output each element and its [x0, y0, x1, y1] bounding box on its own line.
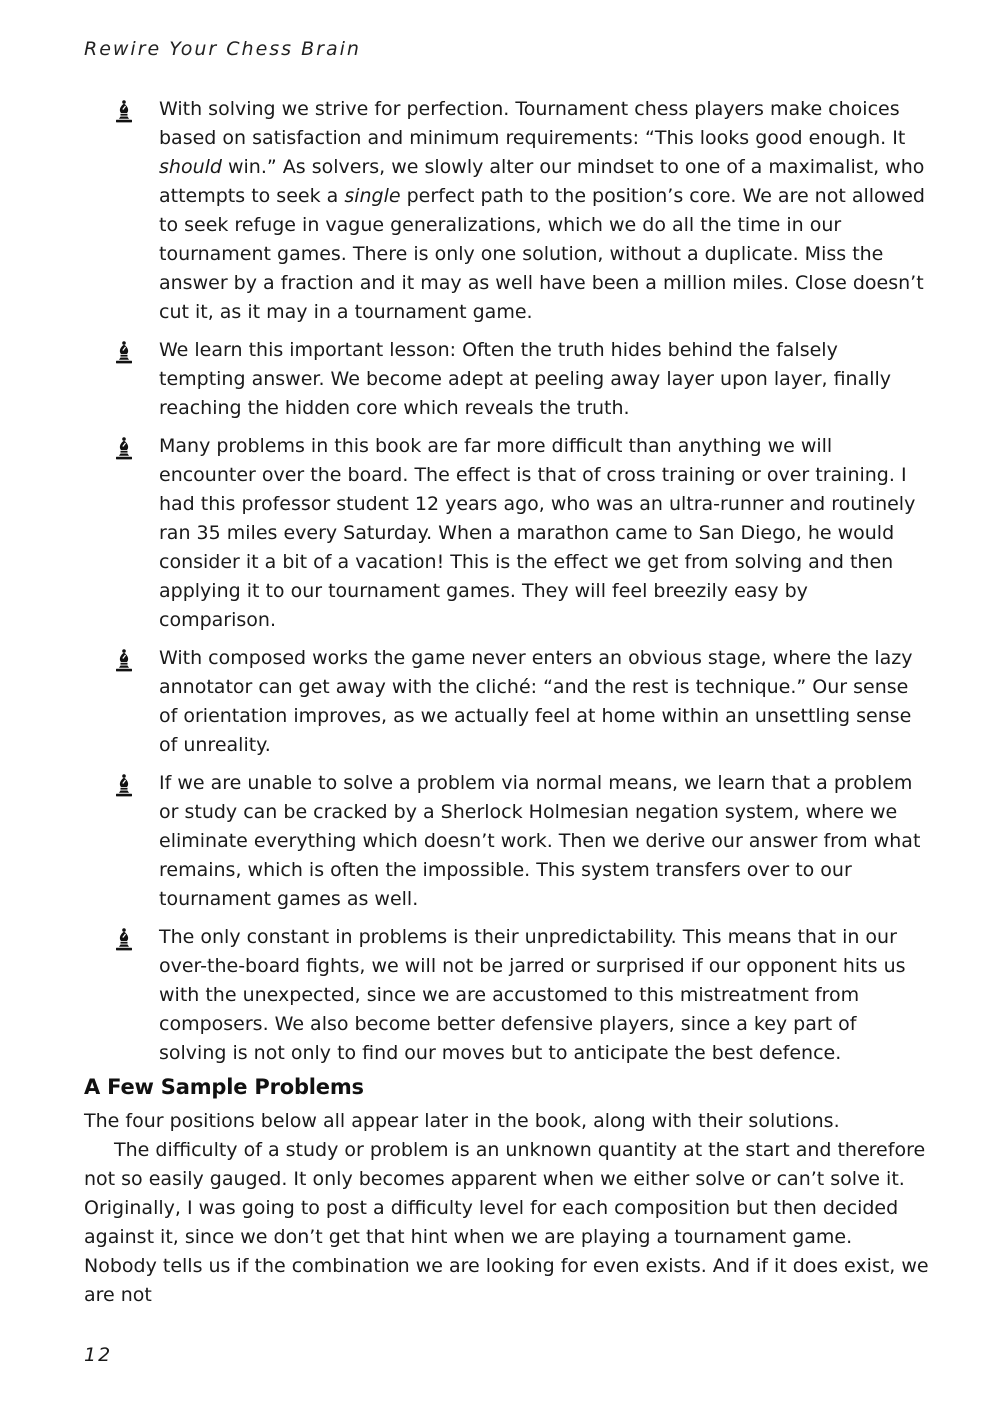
section-heading: A Few Sample Problems	[84, 1075, 364, 1099]
body-paragraph-1: The four positions below all appear later in the book, along with their solutions.	[84, 1110, 840, 1132]
bishop-icon	[113, 927, 135, 951]
bishop-icon	[113, 773, 135, 797]
list-item	[113, 336, 928, 423]
bullet-text: The only constant in problems is their unpredictability. This means that in our over-the-board fights, we will not be jarred or surprised if our opponent hits us with the unexpected, since we are accustomed to this mistreatment from composers. We also become better defensive players, since a key part of solving is not only to find our moves but to anticipate the best defence.	[159, 926, 906, 1064]
bullet-text-1a: With solving we strive for perfection. Tournament chess players make choices based on satisfaction and minimum requirements: “This looks good enough. It	[159, 98, 906, 149]
bullet-text-1b: win.” As solvers, we slowly alter our mindset to one of a maximalist, who attempts to seek a	[159, 156, 925, 207]
bishop-icon	[113, 436, 135, 460]
bullet-text-1c: perfect path to the position’s core. We are not allowed to seek refuge in vague generalizations, which we do all the time in our tournament games. There is only one solution, without a duplicate. Miss the answer by a fraction and it may as well have been a million miles. Close doesn’t cut it, as it may in a tournament game.	[159, 185, 925, 323]
page-number: 12	[84, 1344, 113, 1366]
list-item	[113, 644, 928, 760]
bullet-text: If we are unable to solve a problem via normal means, we learn that a problem or study can be cracked by a Sherlock Holmesian negation system, where we eliminate everything which doesn’t work. Then we derive our answer from what remains, which is often the impossible. This system transfers over to our tournament games as well.	[159, 772, 921, 910]
list-item	[113, 432, 928, 635]
running-head: Rewire Your Chess Brain	[84, 38, 361, 60]
bullet-text: We learn this important lesson: Often the truth hides behind the falsely tempting answer. We become adept at peeling away layer upon layer, finally reaching the hidden core which reveals the truth.	[159, 339, 892, 419]
bullet-text-1-emphasis-should: should	[159, 156, 222, 178]
list-item	[113, 769, 928, 914]
bishop-icon	[113, 648, 135, 672]
body-paragraph-2: The difficulty of a study or problem is an unknown quantity at the start and therefore not so easily gauged. It only becomes apparent when we either solve or can’t solve it. Originally, I was going to post a difficulty level for each composition but then decided against it, since we don’t get that hint when we are playing a tournament game. Nobody tells us if the combination we are looking for even exists. And if it does exist, we are not	[84, 1139, 929, 1306]
bullet-text-1-emphasis-single: single	[344, 185, 401, 207]
bishop-icon	[113, 99, 135, 123]
bullet-text: Many problems in this book are far more difficult than anything we will encounter over the board. The effect is that of cross training or over training. I had this professor student 12 years ago, who was an ultra-runner and routinely ran 35 miles every Saturday. When a marathon came to San Diego, he would consider it a bit of a vacation! This is the effect we get from solving and then applying it to our tournament games. They will feel breezily easy by comparison.	[159, 435, 916, 631]
list-item	[113, 95, 928, 327]
list-item	[113, 923, 928, 1068]
bishop-icon	[113, 340, 135, 364]
bullet-text: With composed works the game never enters an obvious stage, where the lazy annotator can get away with the cliché: “and the rest is technique.” Our sense of orientation improves, as we actually feel at home within an unsettling sense of unreality.	[159, 647, 913, 756]
bullet-list	[113, 95, 928, 1077]
